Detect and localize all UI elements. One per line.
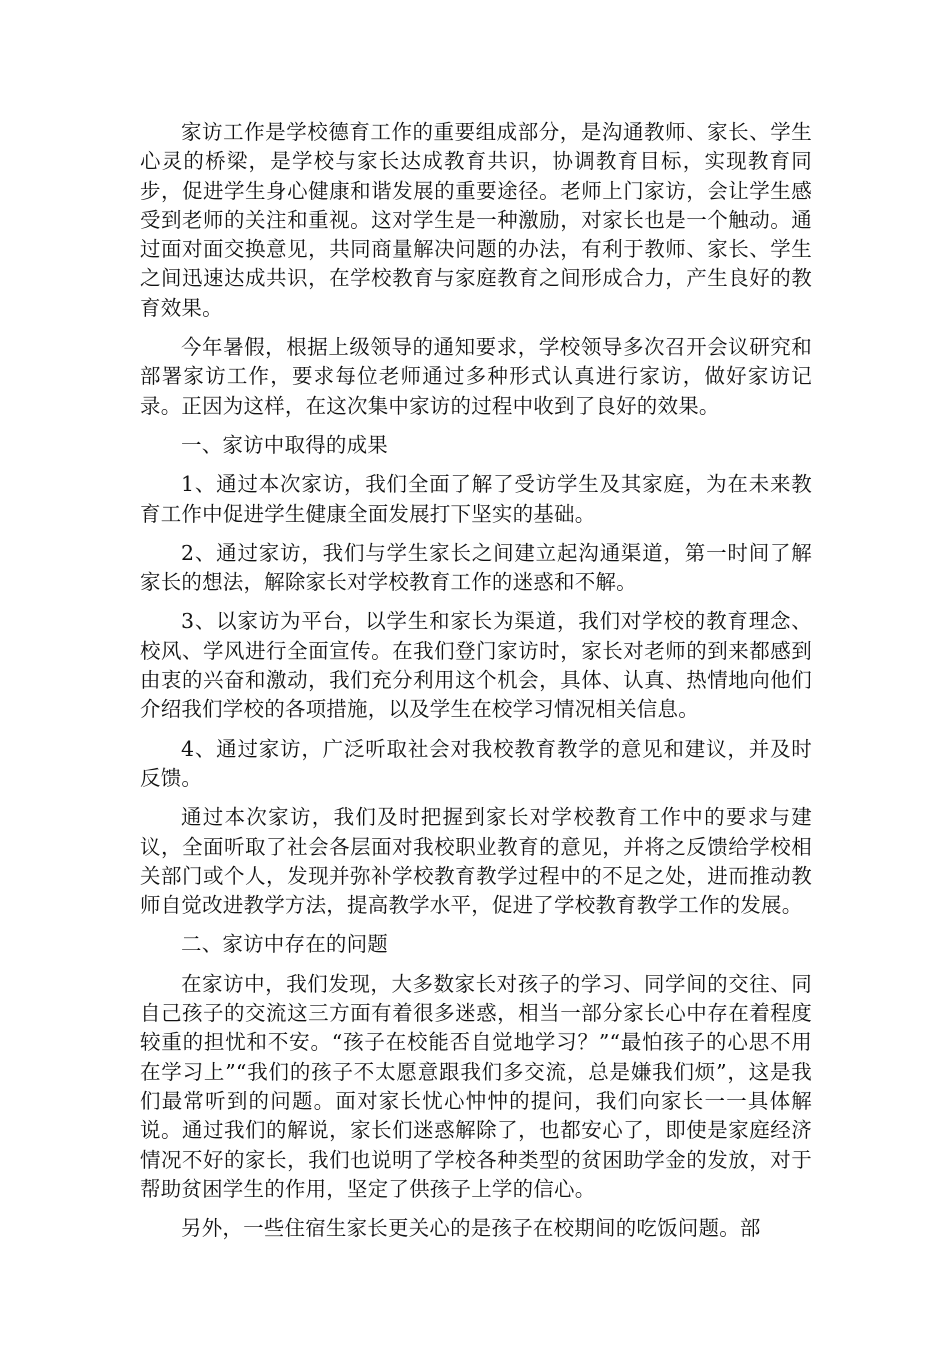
paragraph-problems-detail: 在家访中，我们发现，大多数家长对孩子的学习、同学间的交往、同自己孩子的交流这三方面有着很多迷惑，相当一部分家长心中存在着程度较重的担忧和不安。“孩子在校能否自觉地学习？”“最怕孩子的心思不用在学习上”“我们的孩子不太愿意跟我们多交流，总是嫌我们烦”，这是我们最常听到的问题。面对家长忧心忡忡的提问，我们向家长一一具体解说。通过我们的解说，家长们迷惑解除了，也都安心了，即使是家庭经济情况不好的家长，我们也说明了学校各种类型的贫困助学金的发放，对于帮助贫困学生的作用，坚定了供孩子上学的信心。: [140, 971, 812, 1201]
paragraph-boarding-students: 另外，一些住宿生家长更关心的是孩子在校期间的吃饭问题。部: [181, 1216, 761, 1241]
section-heading-problems: 二、家访中存在的问题: [181, 932, 388, 957]
document-body: [140, 118, 812, 1253]
paragraph-intro: 家访工作是学校德育工作的重要组成部分，是沟通教师、家长、学生心灵的桥梁，是学校与家长达成教育共识，协调教育目标，实现教育同步，促进学生身心健康和谐发展的重要途径。老师上门家访，会让学生感受到老师的关注和重视。这对学生是一种激励，对家长也是一个触动。通过面对面交换意见，共同商量解决问题的办法，有利于教师、家长、学生之间迅速达成共识，在学校教育与家庭教育之间形成合力，产生良好的教育效果。: [140, 120, 812, 320]
paragraph-result-4: 4、通过家访，广泛听取社会对我校教育教学的意见和建议，并及时反馈。: [140, 736, 812, 790]
section-heading-results: 一、家访中取得的成果: [181, 432, 388, 457]
paragraph-result-2: 2、通过家访，我们与学生家长之间建立起沟通渠道，第一时间了解家长的想法，解除家长对学校教育工作的迷惑和不解。: [140, 540, 812, 595]
paragraph-result-3: 3、以家访为平台，以学生和家长为渠道，我们对学校的教育理念、校风、学风进行全面宣传。在我们登门家访时，家长对老师的到来都感到由衷的兴奋和激动，我们充分利用这个机会，具体、认真、热情地向他们介绍我们学校的各项措施，以及学生在校学习情况相关信息。: [140, 609, 812, 722]
paragraph-results-summary: 通过本次家访，我们及时把握到家长对学校教育工作中的要求与建议，全面听取了社会各层面对我校职业教育的意见，并将之反馈给学校相关部门或个人，发现并弥补学校教育教学过程中的不足之处，进而推动教师自觉改进教学方法，提高教学水平，促进了学校教育教学工作的发展。: [140, 805, 812, 918]
paragraph-summer-plan: 今年暑假，根据上级领导的通知要求，学校领导多次召开会议研究和部署家访工作，要求每位老师通过多种形式认真进行家访，做好家访记录。正因为这样，在这次集中家访的过程中收到了良好的效果。: [140, 335, 812, 418]
paragraph-result-1: 1、通过本次家访，我们全面了解了受访学生及其家庭，为在未来教育工作中促进学生健康全面发展打下坚实的基础。: [140, 472, 812, 526]
